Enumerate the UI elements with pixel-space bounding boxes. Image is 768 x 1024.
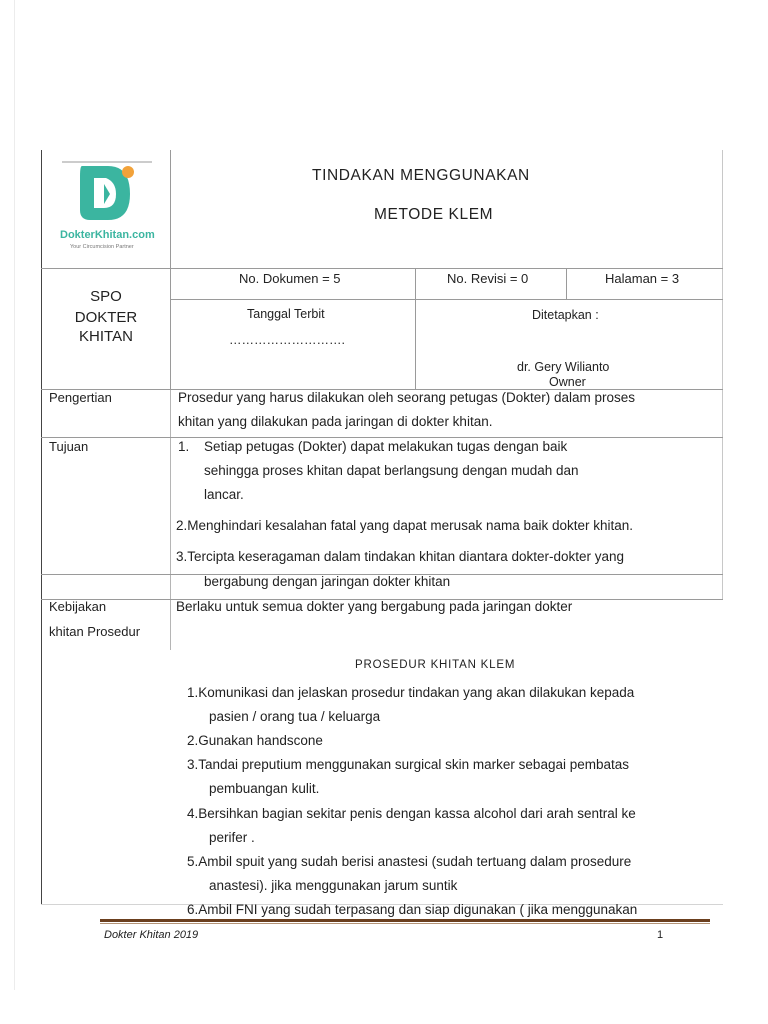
column-divider-top — [170, 150, 171, 390]
tujuan-item3-line2: bergabung dengan jaringan dokter khitan — [204, 574, 451, 589]
meta-row-line — [170, 299, 723, 300]
signer-name: dr. Gery Wilianto — [517, 360, 610, 374]
step-1-line2: pasien / orang tua / keluarga — [209, 709, 381, 724]
pengertian-text-line1: Prosedur yang harus dilakukan oleh seorang petugas (Dokter) dalam proses — [178, 390, 636, 405]
tujuan-item2: 2.Menghindari kesalahan fatal yang dapat merusak nama baik dokter khitan. — [176, 518, 634, 533]
pengertian-label: Pengertian — [49, 390, 112, 405]
tujuan-label: Tujuan — [49, 439, 89, 454]
prosedur-subheading: PROSEDUR KHITAN KLEM — [355, 659, 516, 671]
page-edge — [14, 0, 15, 990]
step-1-line1: 1.Komunikasi dan jelaskan prosedur tindakan yang akan dilakukan kepada — [187, 685, 635, 700]
footer-rule-thin — [100, 923, 710, 924]
tujuan-item1-number: 1. — [178, 439, 190, 454]
table-left-border — [41, 150, 42, 904]
footer-rule — [100, 919, 710, 922]
tujuan-item1-line3: lancar. — [204, 487, 244, 502]
no-revisi: No. Revisi = 0 — [447, 271, 529, 286]
halaman: Halaman = 3 — [605, 271, 680, 286]
no-dokumen: No. Dokumen = 5 — [239, 271, 341, 286]
document-title-line2: METODE KLEM — [374, 206, 494, 223]
step-6-line1: 6.Ambil FNI yang sudah terpasang dan siap digunakan ( jika menggunakan — [187, 902, 638, 917]
spo-khitan-label: KHITAN — [79, 328, 133, 345]
column-divider-bottom — [170, 600, 171, 650]
step-5-line2: anastesi). jika menggunakan jarum suntik — [209, 878, 458, 893]
header-bottom-line — [41, 268, 723, 269]
pengertian-text-line2: khitan yang dilakukan pada jaringan di dokter khitan. — [178, 414, 493, 429]
tujuan-item1-line1: Setiap petugas (Dokter) dapat melakukan tugas dengan baik — [204, 439, 568, 454]
spo-label: SPO — [90, 288, 122, 305]
tanggal-terbit-label: Tanggal Terbit — [247, 307, 325, 321]
tujuan-item1-line2: sehingga proses khitan dapat berlangsung dengan mudah dan — [204, 463, 579, 478]
tujuan-item3-line1: 3.Tercipta keseragaman dalam tindakan khitan diantara dokter-dokter yang — [176, 549, 625, 564]
logo-emblem-icon — [58, 160, 168, 252]
page-number: 1 — [657, 929, 664, 941]
meta-divider-2 — [566, 268, 567, 300]
spo-dokter-label: DOKTER — [74, 309, 138, 326]
signer-role: Owner — [549, 375, 586, 389]
table-right-border — [722, 150, 723, 600]
tanggal-terbit-value: ………………………. — [229, 333, 345, 347]
step-3-line1: 3.Tandai preputium menggunakan surgical skin marker sebagai pembatas — [187, 757, 629, 772]
document-title-line1: TINDAKAN MENGGUNAKAN — [312, 167, 530, 184]
step-2-line1: 2.Gunakan handscone — [187, 733, 323, 748]
step-3-line2: pembuangan kulit. — [209, 781, 320, 796]
step-4-line1: 4.Bersihkan bagian sekitar penis dengan kassa alcohol dari arah sentral ke — [187, 806, 636, 821]
step-4-line2: perifer . — [209, 830, 255, 845]
ditetapkan-label: Ditetapkan : — [532, 308, 599, 322]
footer-text: Dokter Khitan 2019 — [104, 929, 199, 941]
kebijakan-label: Kebijakan — [49, 599, 107, 614]
dokterkhitan-logo — [58, 160, 168, 252]
svg-text:DokterKhitan.com: DokterKhitan.com — [60, 229, 155, 241]
meta-divider-1 — [415, 268, 416, 390]
svg-text:Your Circumcision Partner: Your Circumcision Partner — [70, 244, 134, 250]
tujuan-top-line — [41, 437, 723, 438]
kebijakan-text: Berlaku untuk semua dokter yang bergabung pada jaringan dokter — [176, 599, 573, 614]
khitan-prosedur-label: khitan Prosedur — [49, 624, 141, 639]
column-divider-middle — [170, 390, 171, 600]
step-5-line1: 5.Ambil spuit yang sudah berisi anastesi (sudah tertuang dalam prosedure — [187, 854, 632, 869]
